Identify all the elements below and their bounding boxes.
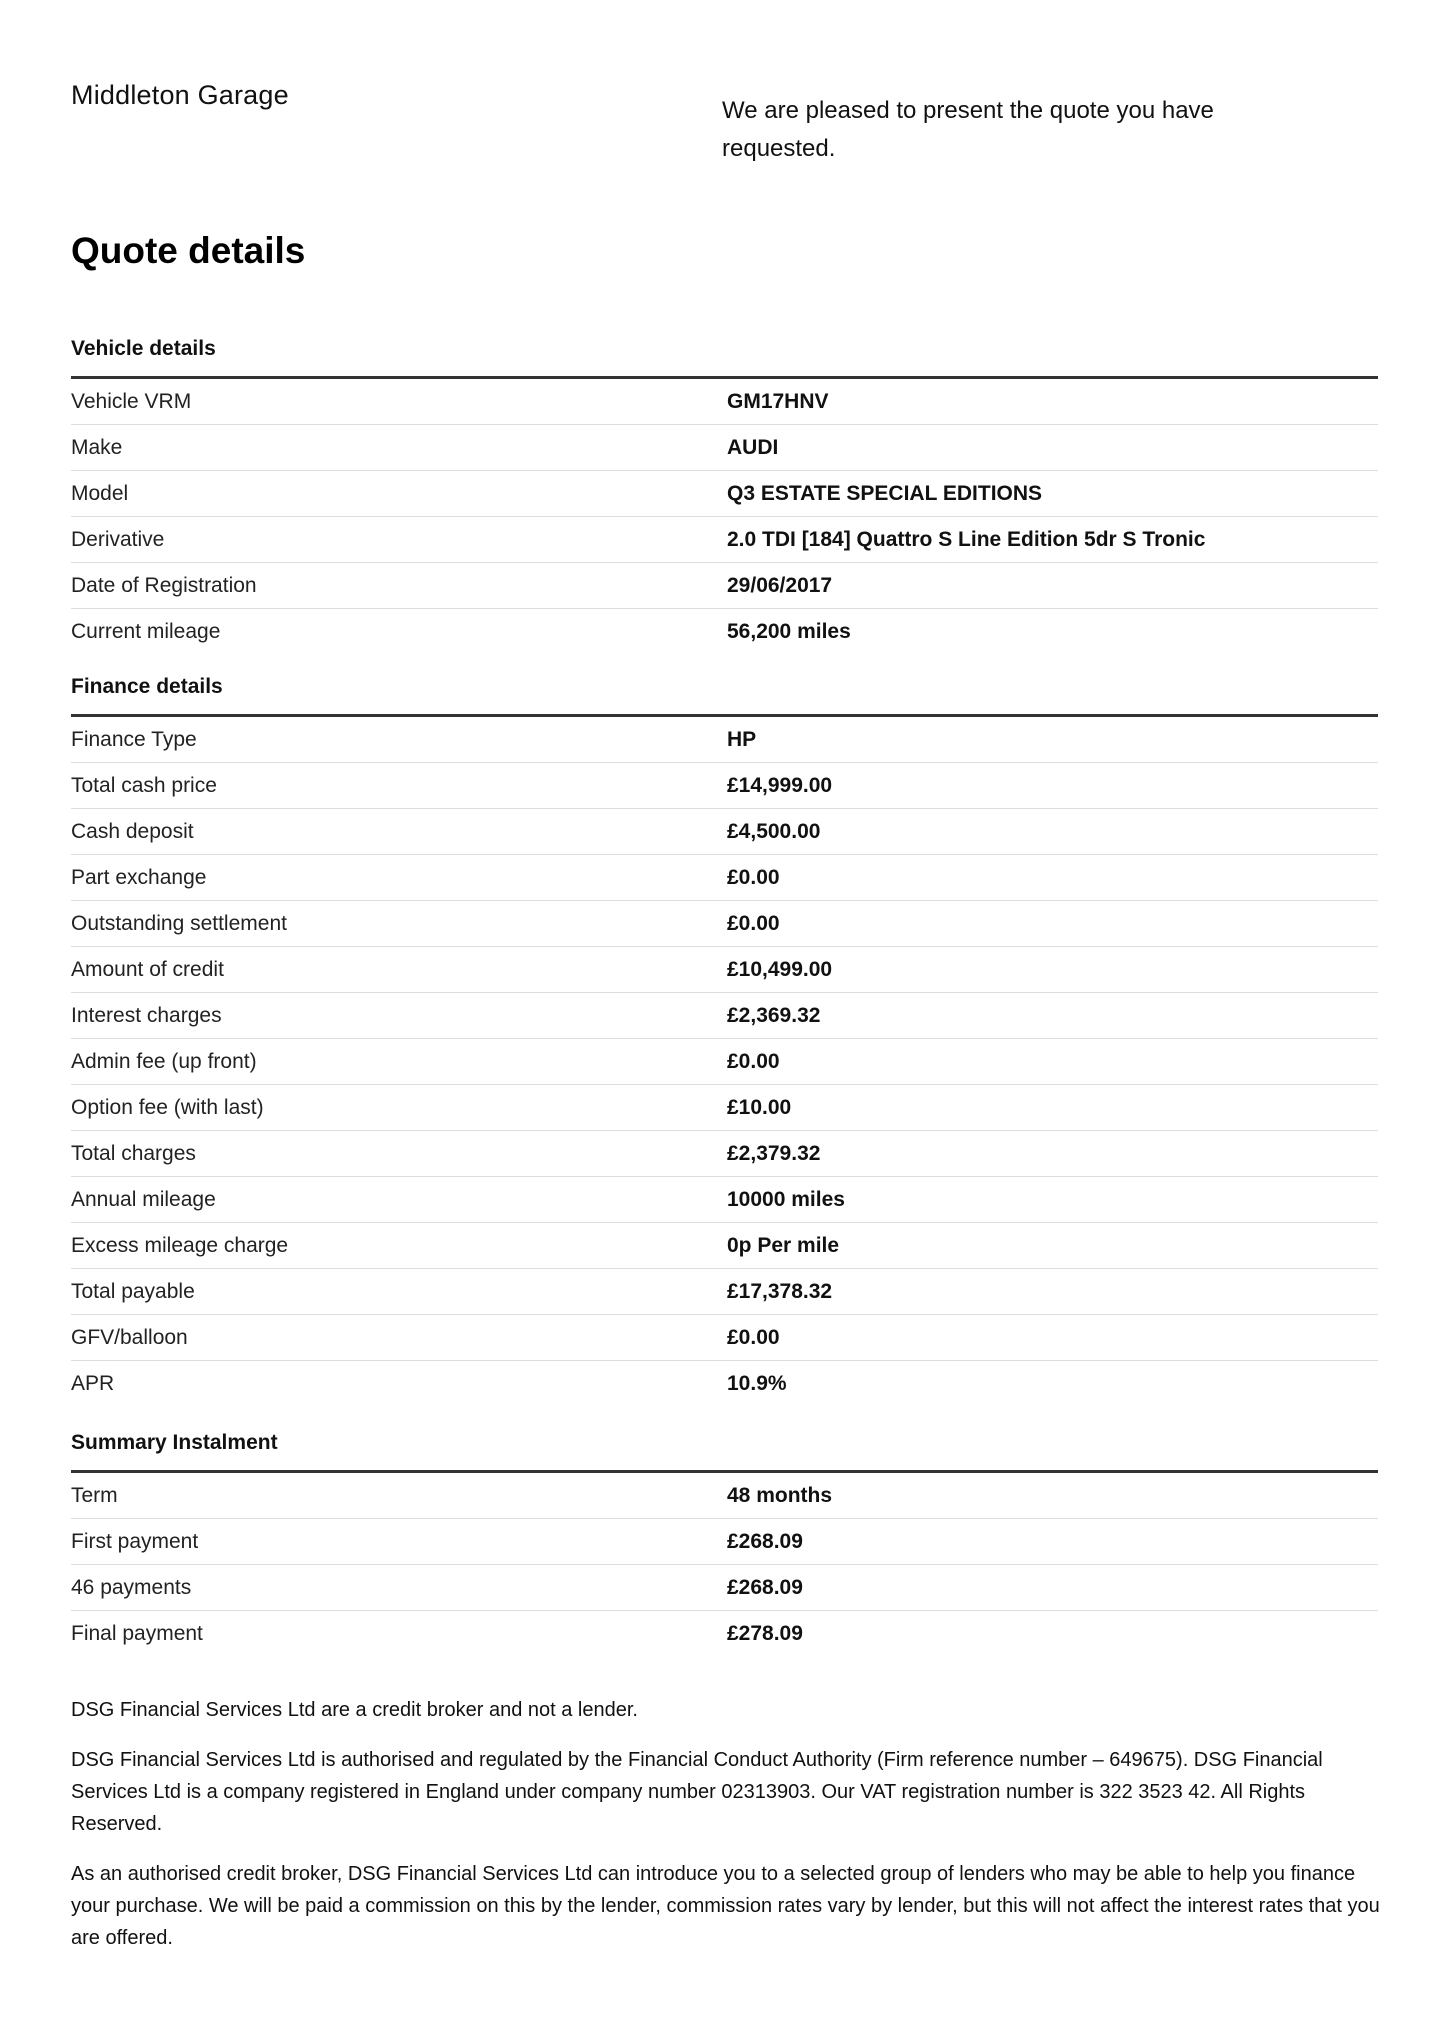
row-label: First payment <box>71 1529 199 1553</box>
table-row <box>71 379 1378 425</box>
row-value: £0.00 <box>727 1049 780 1073</box>
summary-instalment-section <box>71 1426 1378 1657</box>
table-row <box>71 1361 1378 1407</box>
row-value: 10.9% <box>727 1372 787 1395</box>
commission-statement: As an authorised credit broker, DSG Financial Services Ltd can introduce you to a selected group of lenders who may be able to help you finance your purchase. We will be paid a commission on this by the lender, commission rates vary by lender, but this will not affect the interest rates that you are offered. <box>71 1863 1380 1949</box>
row-label: Total charges <box>71 1141 196 1165</box>
section-heading: Vehicle details <box>71 332 1378 379</box>
table-row <box>71 1519 1378 1565</box>
row-value: £278.09 <box>727 1622 803 1645</box>
row-value: HP <box>727 727 757 751</box>
row-label: Final payment <box>71 1622 203 1645</box>
table-row <box>71 993 1378 1039</box>
table-row <box>71 1315 1378 1361</box>
row-value: £268.09 <box>727 1575 803 1599</box>
page-title: Quote details <box>71 230 306 271</box>
broker-statement: DSG Financial Services Ltd are a credit broker and not a lender. <box>71 1699 638 1721</box>
table-row <box>71 1473 1378 1519</box>
row-value: £0.00 <box>727 865 780 889</box>
row-value: 10000 miles <box>727 1187 845 1211</box>
row-label: Vehicle VRM <box>71 389 192 413</box>
table-row <box>71 763 1378 809</box>
row-value: GM17HNV <box>727 389 829 413</box>
table-row <box>71 1269 1378 1315</box>
row-value: AUDI <box>727 435 779 459</box>
row-value: 0p Per mile <box>727 1233 840 1257</box>
row-label: GFV/balloon <box>71 1325 188 1349</box>
row-value: £17,378.32 <box>727 1279 833 1303</box>
row-label: Admin fee (up front) <box>71 1049 257 1073</box>
table-row <box>71 1565 1378 1611</box>
row-label: Total payable <box>71 1279 195 1303</box>
row-label: Term <box>71 1483 118 1507</box>
row-label: Cash deposit <box>71 819 194 843</box>
row-label: 46 payments <box>71 1575 192 1599</box>
row-value: 56,200 miles <box>727 620 851 643</box>
vehicle-details-section <box>71 332 1378 655</box>
disclaimer-footer <box>71 1694 1381 1972</box>
table-row <box>71 855 1378 901</box>
row-value: £268.09 <box>727 1529 803 1553</box>
row-label: Date of Registration <box>71 573 257 597</box>
finance-details-section <box>71 670 1378 1407</box>
row-label: Total cash price <box>71 773 217 797</box>
row-value: £4,500.00 <box>727 819 821 843</box>
table-row <box>71 425 1378 471</box>
row-label: Derivative <box>71 527 165 551</box>
table-row <box>71 1177 1378 1223</box>
row-label: Annual mileage <box>71 1187 216 1211</box>
row-value: £0.00 <box>727 1325 780 1349</box>
row-label: APR <box>71 1372 115 1395</box>
table-row <box>71 717 1378 763</box>
regulation-statement: DSG Financial Services Ltd is authorised and regulated by the Financial Conduct Authority (Firm reference number – 649675). DSG Financial Services Ltd is a company registered in England under company number 02313903. Our VAT registration number is 322 3523 42. All Rights Reserved. <box>71 1749 1323 1835</box>
row-label: Outstanding settlement <box>71 911 287 935</box>
row-value: £14,999.00 <box>727 773 833 797</box>
table-row <box>71 1085 1378 1131</box>
table-row <box>71 809 1378 855</box>
row-label: Amount of credit <box>71 957 224 981</box>
row-value: £2,379.32 <box>727 1141 821 1165</box>
table-row <box>71 1611 1378 1657</box>
row-label: Make <box>71 435 123 459</box>
row-label: Finance Type <box>71 727 197 751</box>
table-row <box>71 947 1378 993</box>
intro-text: We are pleased to present the quote you have requested. <box>722 97 1214 162</box>
table-row <box>71 901 1378 947</box>
row-value: 2.0 TDI [184] Quattro S Line Edition 5dr S Tronic <box>727 527 1206 551</box>
table-row <box>71 1131 1378 1177</box>
row-value: £0.00 <box>727 911 780 935</box>
row-label: Model <box>71 481 129 505</box>
row-label: Current mileage <box>71 620 221 643</box>
garage-name: Middleton Garage <box>71 80 289 110</box>
table-row <box>71 1223 1378 1269</box>
row-label: Option fee (with last) <box>71 1095 264 1119</box>
table-row <box>71 471 1378 517</box>
table-row <box>71 609 1378 655</box>
row-value: Q3 ESTATE SPECIAL EDITIONS <box>727 481 1043 505</box>
section-heading: Finance details <box>71 670 1378 717</box>
table-row <box>71 563 1378 609</box>
row-label: Part exchange <box>71 865 207 889</box>
table-row <box>71 1039 1378 1085</box>
row-label: Interest charges <box>71 1003 222 1027</box>
row-label: Excess mileage charge <box>71 1233 289 1257</box>
table-row <box>71 517 1378 563</box>
row-value: £10.00 <box>727 1095 792 1119</box>
row-value: £10,499.00 <box>727 957 833 981</box>
row-value: 48 months <box>727 1483 833 1507</box>
row-value: £2,369.32 <box>727 1003 821 1027</box>
section-heading: Summary Instalment <box>71 1426 1378 1473</box>
row-value: 29/06/2017 <box>727 573 833 597</box>
